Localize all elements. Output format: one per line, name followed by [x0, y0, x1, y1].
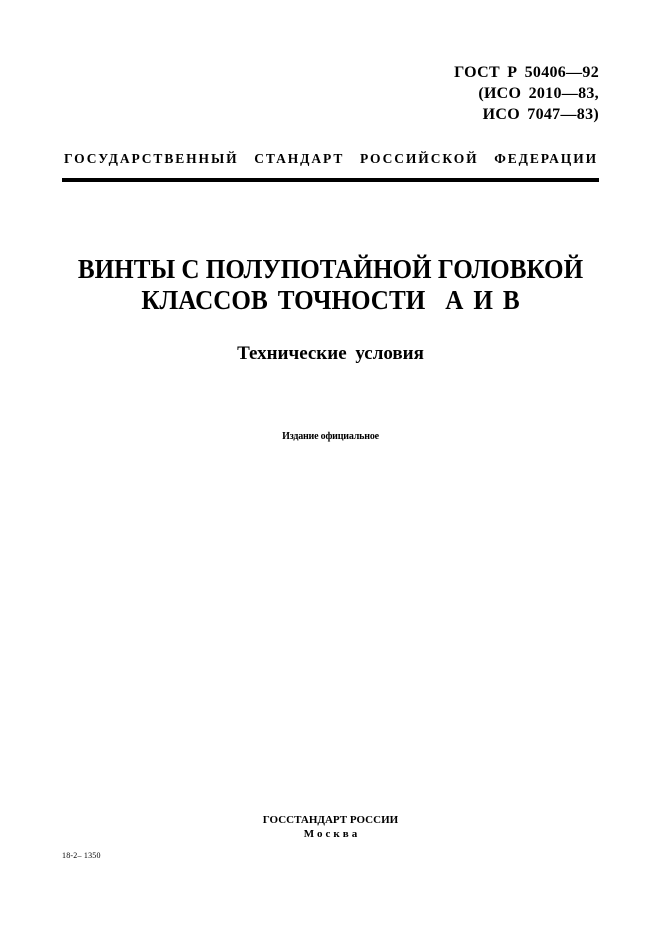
publisher-name: ГОССТАНДАРТ РОССИИ: [262, 814, 399, 826]
title-line-1: ВИНТЫ С ПОЛУПОТАЙНОЙ ГОЛОВКОЙ: [77, 254, 584, 284]
print-code: 18-2– 1350: [62, 851, 101, 860]
title-line-2: КЛАССОВ ТОЧНОСТИ А И В: [141, 285, 520, 315]
designation-line-gost: ГОСТ Р 50406—92: [454, 64, 599, 81]
edition-note: Издание официальное: [282, 431, 379, 442]
publisher-block: [0, 813, 661, 841]
designation-line-iso-7047: ИСО 7047—83): [482, 106, 599, 123]
standard-designation: [454, 62, 599, 125]
document-subtitle: Технические условия: [237, 343, 424, 364]
state-standard-label: ГОСУДАРСТВЕННЫЙ СТАНДАРТ РОССИЙСКОЙ ФЕДЕРАЦИИ: [64, 151, 598, 166]
header-divider: [62, 178, 599, 182]
document-title: [23, 254, 638, 316]
publisher-city: Москва: [303, 828, 361, 840]
designation-line-iso-2010: (ИСО 2010—83,: [478, 85, 599, 102]
